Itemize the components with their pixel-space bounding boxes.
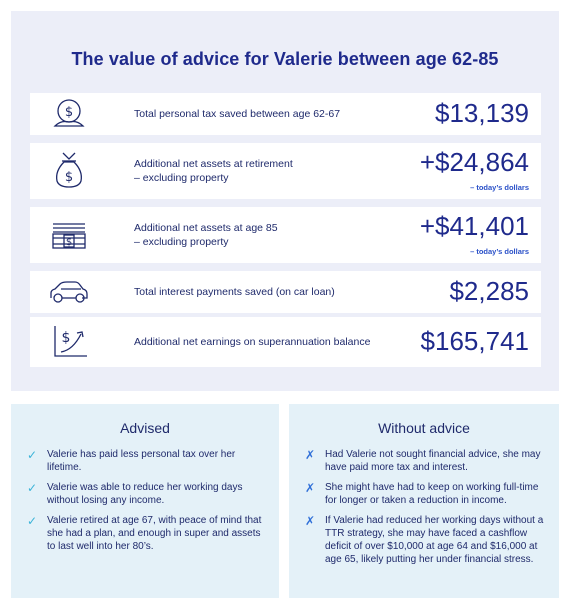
list-item: ✓ Valerie was able to reduce her working days without losing any income. bbox=[27, 481, 243, 506]
row-value: +$41,401 bbox=[419, 211, 529, 241]
row-note: – today’s dollars bbox=[470, 247, 529, 256]
row-desc: Additional net assets at age 85 – excluding property bbox=[134, 222, 278, 248]
row-value: +$24,864 bbox=[419, 147, 529, 177]
row-interest-saved bbox=[30, 271, 541, 313]
value-panel bbox=[11, 11, 559, 391]
list-item: ✓ Valerie retired at age 67, with peace of mind that she had a plan, and enough in super and assets to last well into her 80’s. bbox=[27, 514, 262, 552]
cross-icon: ✗ bbox=[305, 514, 316, 528]
row-value: $13,139 bbox=[435, 98, 529, 128]
row-desc: Total interest payments saved (on car loan) bbox=[134, 286, 335, 298]
row-desc: Additional net assets at retirement – excluding property bbox=[134, 158, 293, 184]
svg-text:$: $ bbox=[64, 170, 74, 185]
list-item: ✓ Valerie has paid less personal tax over her lifetime. bbox=[27, 448, 236, 473]
car-icon bbox=[44, 272, 94, 312]
row-value: $2,285 bbox=[449, 276, 529, 306]
without-advice-panel bbox=[289, 404, 559, 598]
check-icon: ✓ bbox=[27, 481, 38, 495]
list-item: ✗ Had Valerie not sought financial advice, she may have paid more tax and interest. bbox=[305, 448, 541, 473]
row-assets-85 bbox=[30, 207, 541, 263]
growth-chart-icon bbox=[44, 322, 94, 362]
row-desc: Total personal tax saved between age 62-67 bbox=[134, 108, 341, 120]
list-item: ✗ If Valerie had reduced her working days without a TTR strategy, she may have faced a cashflow deficit of over $10,000 at age 64 and $16,000 at age 65, likely putting her under financial stress. bbox=[305, 514, 544, 565]
without-heading: Without advice bbox=[378, 420, 470, 436]
list-item: ✗ She might have had to keep on working full-time for longer or taken a reduction in income. bbox=[305, 481, 539, 506]
row-note: – today’s dollars bbox=[470, 183, 529, 192]
svg-text:$: $ bbox=[65, 237, 73, 248]
svg-text:$: $ bbox=[61, 330, 71, 346]
svg-text:$: $ bbox=[64, 105, 74, 120]
page-title: The value of advice for Valerie between age 62-85 bbox=[71, 49, 499, 69]
check-icon: ✓ bbox=[27, 448, 38, 462]
money-bag-icon bbox=[44, 94, 94, 134]
row-tax-saved bbox=[30, 93, 541, 135]
dollar-bag-icon bbox=[44, 150, 94, 190]
check-icon: ✓ bbox=[27, 514, 38, 528]
row-value: $165,741 bbox=[420, 326, 529, 356]
row-super-earnings bbox=[30, 317, 541, 367]
cash-stack-icon bbox=[44, 214, 94, 254]
advised-panel bbox=[11, 404, 279, 598]
cross-icon: ✗ bbox=[305, 448, 316, 462]
row-assets-retirement bbox=[30, 143, 541, 199]
advised-heading: Advised bbox=[120, 420, 170, 436]
without-list bbox=[289, 448, 559, 566]
row-desc: Additional net earnings on superannuation balance bbox=[134, 336, 371, 348]
advised-list bbox=[11, 448, 279, 553]
cross-icon: ✗ bbox=[305, 481, 316, 495]
